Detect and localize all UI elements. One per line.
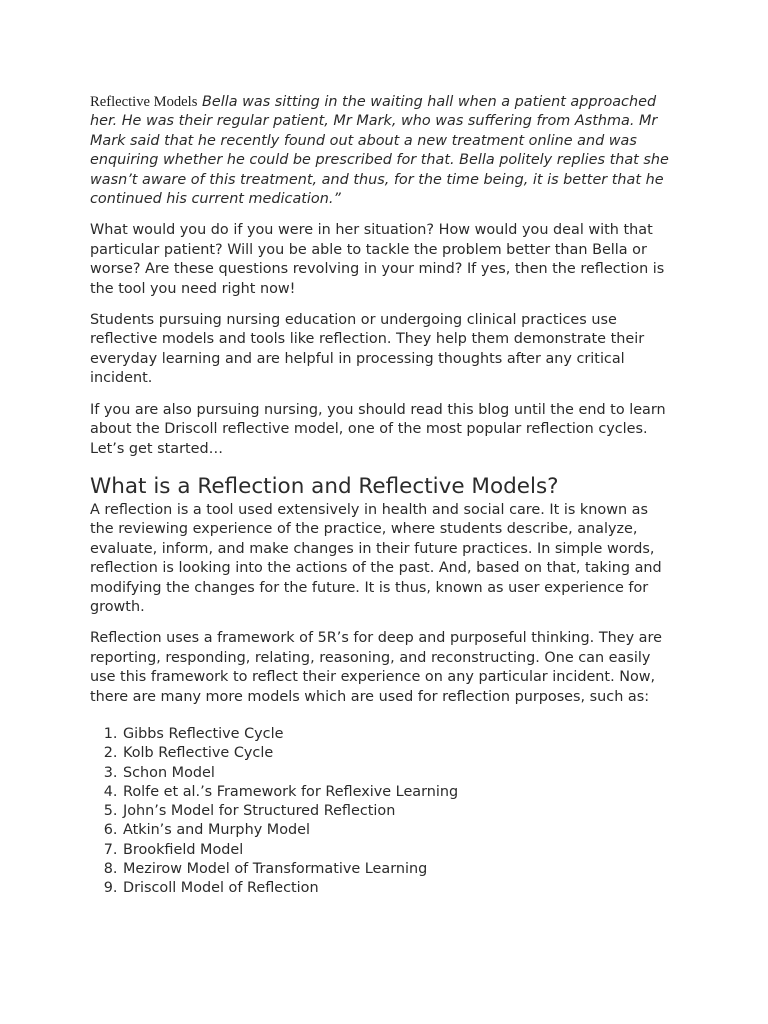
list-item: 3. Schon Model [122, 764, 672, 783]
list-item: 9. Driscoll Model of Reflection [122, 879, 672, 898]
intro-paragraph [90, 93, 672, 209]
list-item: 4. Rolfe et al.’s Framework for Reflexive Learning [122, 783, 672, 802]
body-paragraph-1: What would you do if you were in her situation? How would you deal with that particular patient? Will you be able to tackle the problem better than Bella or worse? Are these questions revolving in your mind? If yes, then the reflection is the tool you need right now! [90, 222, 665, 297]
section-paragraph-2: Reflection uses a framework of 5R’s for deep and purposeful thinking. They are reporting, responding, relating, reasoning, and reconstructing. One can easily use this framework to reflect their experience on any particular incident. Now, there are many more models which are used for reflection purposes, such as: [90, 630, 662, 705]
list-item: 6. Atkin’s and Murphy Model [122, 821, 672, 840]
list-item: 8. Mezirow Model of Transformative Learning [122, 860, 672, 879]
list-item: 1. Gibbs Reflective Cycle [122, 725, 672, 744]
list-item: 2. Kolb Reflective Cycle [122, 744, 672, 763]
body-paragraph-3: If you are also pursuing nursing, you should read this blog until the end to learn about the Driscoll reflective model, one of the most popular reflection cycles. Let’s get started… [90, 401, 666, 457]
section-paragraph-1: A reflection is a tool used extensively in health and social care. It is known as the reviewing experience of the practice, where students describe, analyze, evaluate, inform, and make changes in their future practices. In simple words, reflection is looking into the actions of the past. And, based on that, taking and modifying the changes for the future. It is thus, known as user experience for growth. [90, 501, 662, 615]
body-paragraph-2: Students pursuing nursing education or undergoing clinical practices use reflective models and tools like reflection. They help them demonstrate their everyday learning and are helpful in processing thoughts after any critical incident. [90, 312, 645, 387]
list-item: 7. Brookfield Model [122, 841, 672, 860]
section-heading: What is a Reflection and Reflective Models? [90, 473, 559, 499]
list-item: 5. John’s Model for Structured Reflection [122, 802, 672, 821]
intro-quote: Bella was sitting in the waiting hall when a patient approached her. He was their regular patient, Mr Mark, who was suffering from Asthma. Mr Mark said that he recently found out about a new treatment online and was enquiring whether he could be prescribed for that. Bella politely replies that she wasn’t aware of this treatment, and thus, for the time being, it is better that he continued his current medication.” [90, 94, 669, 208]
document-title: Reflective Models [90, 94, 198, 110]
reflective-models-list [90, 725, 672, 899]
